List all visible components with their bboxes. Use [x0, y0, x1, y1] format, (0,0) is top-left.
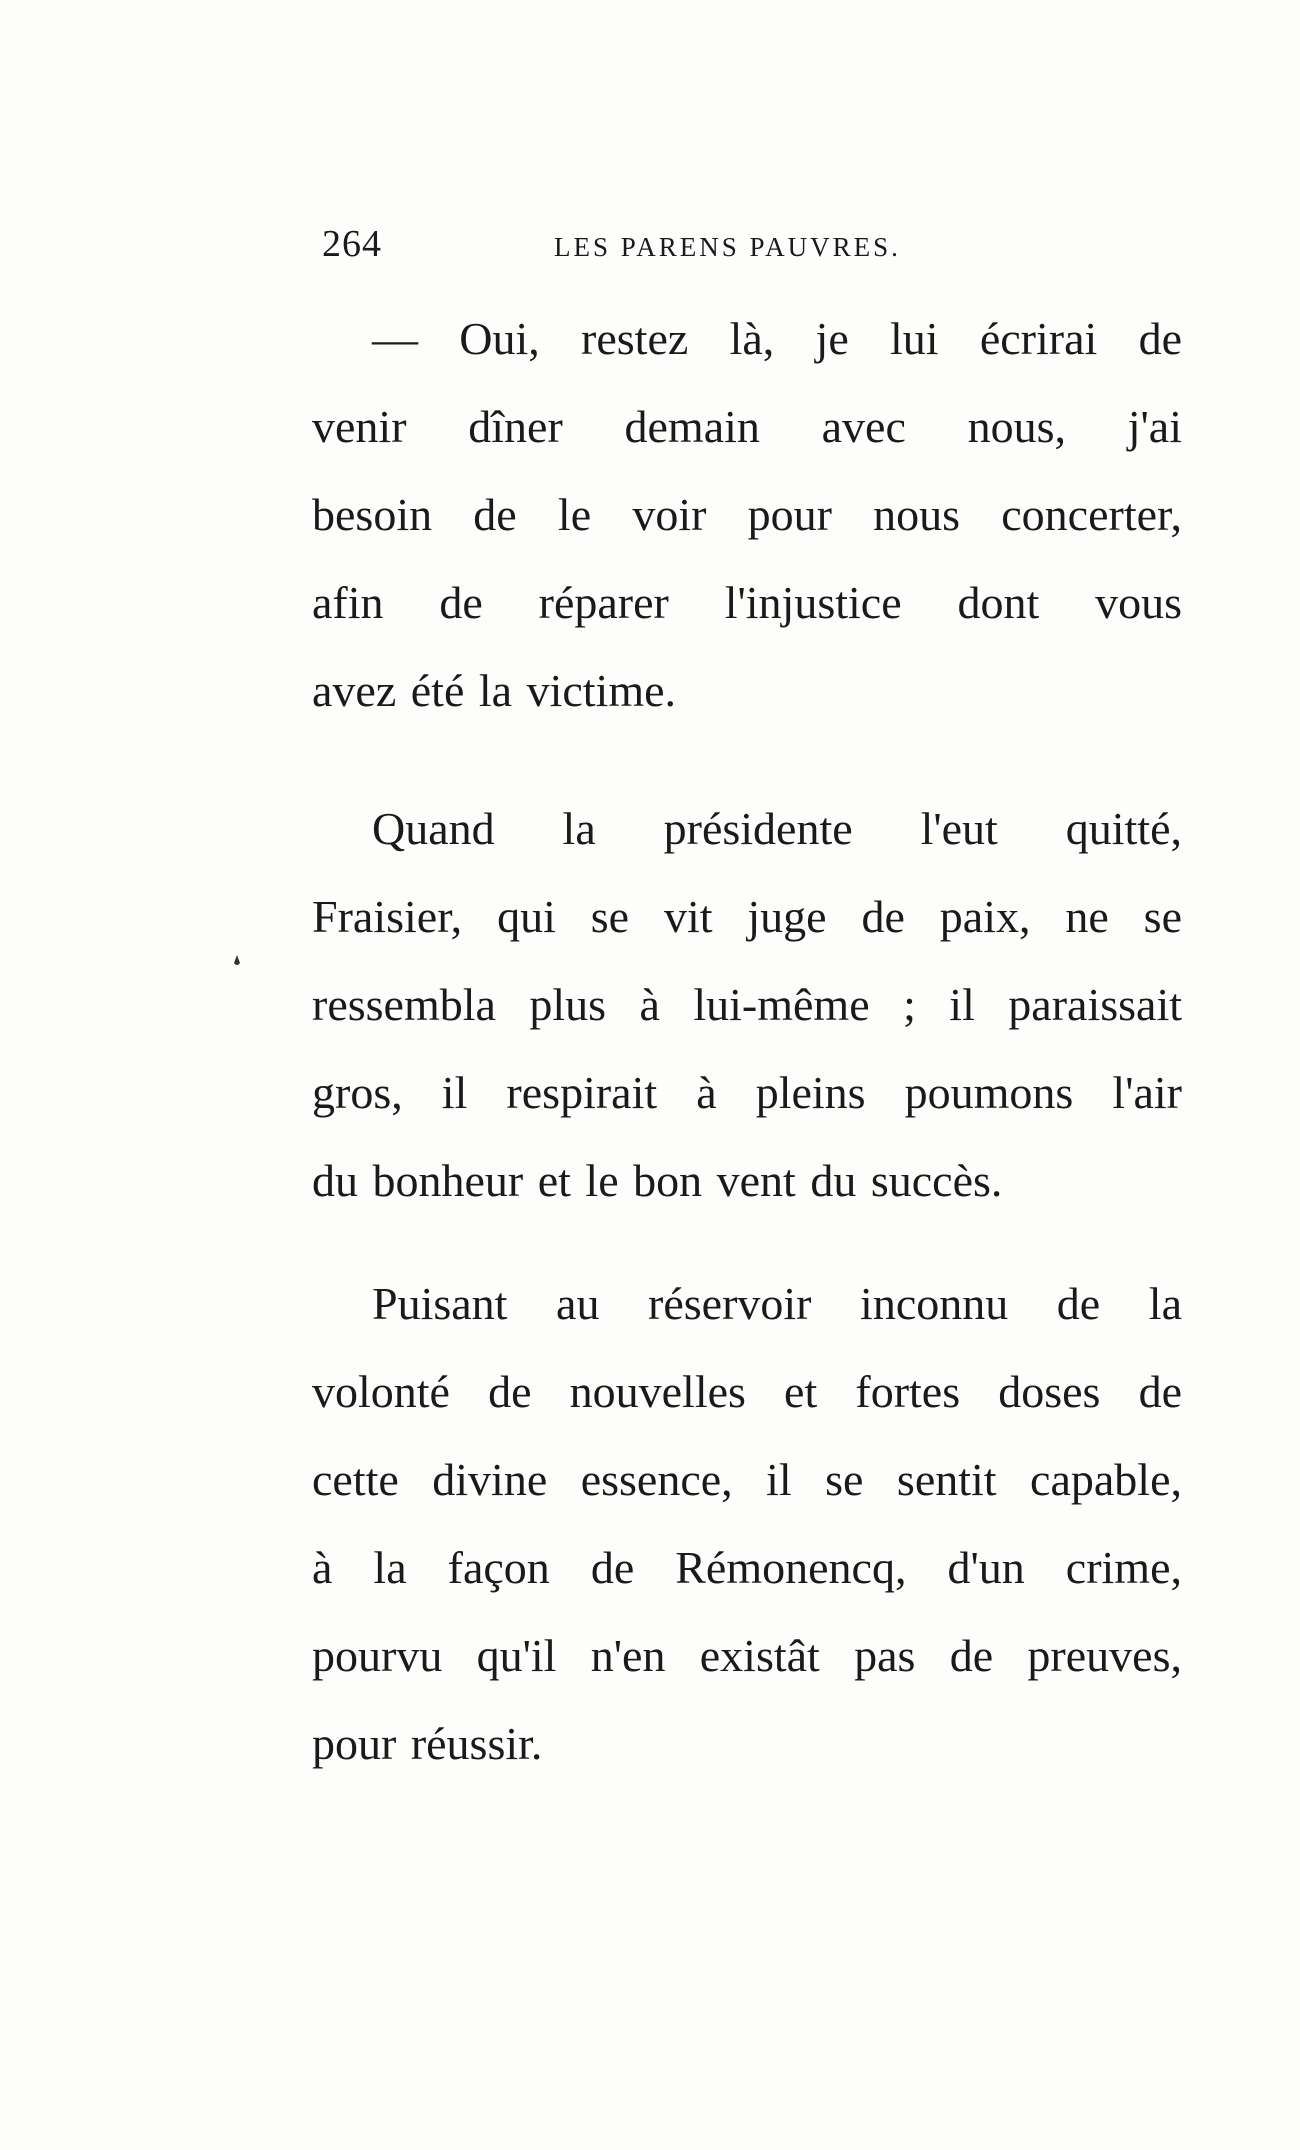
text-line: pourvu qu'il n'en existât pas de preuves,: [312, 1630, 1182, 1681]
text-line: pour réussir.: [312, 1718, 543, 1769]
text-line: Puisant au réservoir inconnu de la: [372, 1278, 1182, 1329]
paragraph-3: [312, 1260, 1182, 1788]
text-line: besoin de le voir pour nous concerter,: [312, 489, 1182, 540]
running-title: LES PARENS PAUVRES.: [554, 232, 901, 262]
text-line: volonté de nouvelles et fortes doses de: [312, 1366, 1182, 1417]
text-line: Fraisier, qui se vit juge de paix, ne se: [312, 891, 1182, 942]
paragraph-1: [312, 295, 1182, 735]
text-line: gros, il respirait à pleins poumons l'air: [312, 1067, 1182, 1118]
page-header: [322, 222, 982, 272]
page-number: 264: [322, 223, 382, 265]
text-line: avez été la victime.: [312, 665, 677, 716]
text-line: — Oui, restez là, je lui écrirai de: [372, 313, 1182, 364]
ink-speck-mark: [233, 955, 241, 967]
text-line: afin de réparer l'injustice dont vous: [312, 577, 1182, 628]
text-line: Quand la présidente l'eut quitté,: [372, 803, 1182, 854]
text-line: ressembla plus à lui-même ; il paraissait: [312, 979, 1182, 1030]
text-line: cette divine essence, il se sentit capable,: [312, 1454, 1182, 1505]
text-line: du bonheur et le bon vent du succès.: [312, 1155, 1003, 1206]
text-line: à la façon de Rémonencq, d'un crime,: [312, 1542, 1182, 1593]
paragraph-2: [312, 785, 1182, 1225]
text-line: venir dîner demain avec nous, j'ai: [312, 401, 1182, 452]
